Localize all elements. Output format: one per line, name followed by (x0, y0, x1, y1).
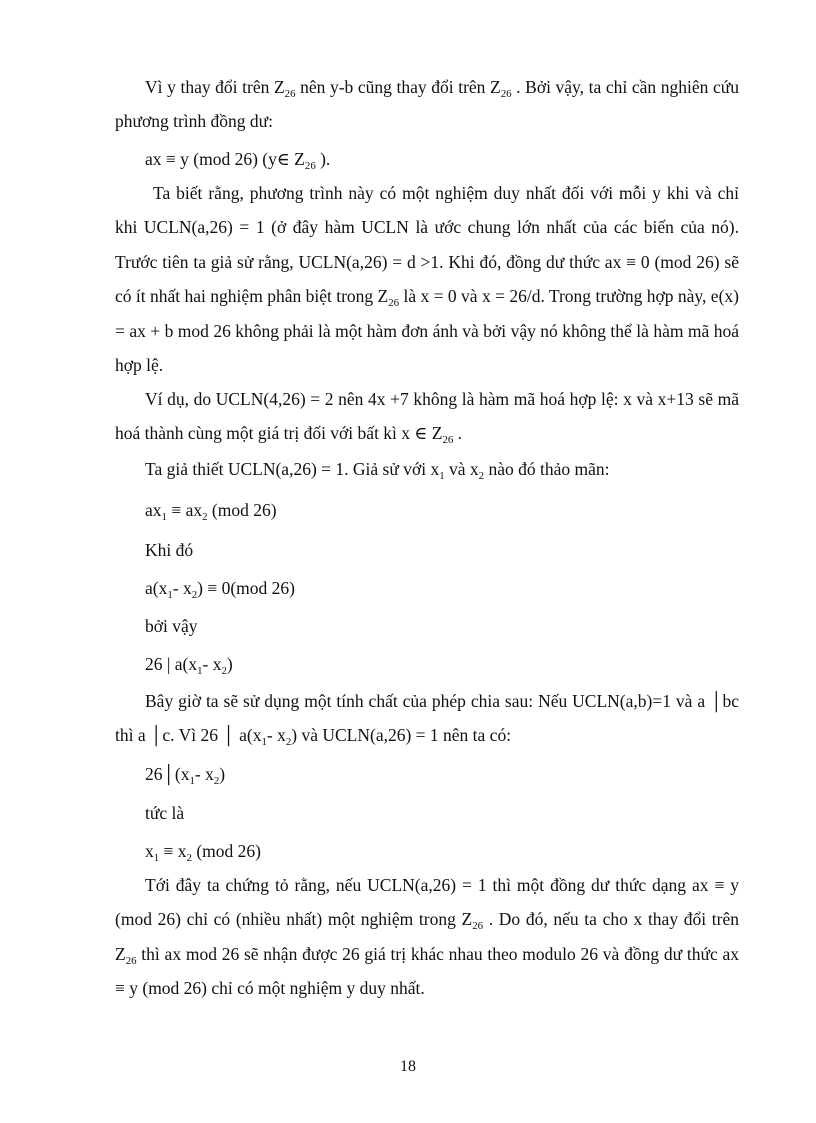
equation-2: $ax_1 \equiv ax_2$ (mod 26) (145, 500, 277, 523)
paragraph-2: Ta biết rằng, phương trình này có một nghiệm duy nhất đối với mỗi y khi và chỉ khi UCLN(a,26) = 1 (ở đây hàm UCLN là ước chung lớn nhất của các biến của nó). Trước tiên ta giả sử rằng, UCLN(a,26) = d >1. Khi đó, đồng dư thức ax ≡ 0 (mod 26) sẽ có ít nhất hai nghiệm phân biệt trong $Z_{26}$ là x = 0 và x = 26/d. Trong trường hợp này, e(x) = ax + b mod 26 không phải là một hàm đơn ánh và bởi vậy nó không thể là hàm mã hoá hợp lệ. (115, 183, 739, 376)
paragraph-3: Ví dụ, do UCLN(4,26) = 2 nên 4x +7 không là hàm mã hoá hợp lệ: x và x+13 sẽ mã hoá thành cùng một giá trị đối với bất kì x ∈ $Z_{26}$ . (115, 389, 739, 447)
equation-3: $a(x_1-$ $x_2) \equiv 0(mod$ 26) (145, 578, 295, 601)
text-tuc-la: tức là (145, 803, 185, 823)
paragraph-4: Ta giả thiết UCLN(a,26) = 1. Giả sử với $x_1$ và $x_2$ nào đó thảo mãn: (145, 459, 610, 482)
text-boi-vay: bởi vậy (145, 616, 198, 636)
equation-1: ax ≡ y (mod 26) (y∈ $Z_{26}$ ). (145, 149, 331, 172)
paragraph-6: Tới đây ta chứng tỏ rằng, nếu UCLN(a,26) = 1 thì một đồng dư thức dạng ax ≡ y (mod 26) chỉ có (nhiều nhất) một nghiệm trong $Z_{26}$ . Do đó, nếu ta cho x thay đổi trên $Z_{26}$ thì ax mod 26 sẽ nhận được 26 giá trị khác nhau theo modulo 26 và đồng dư thức ax ≡ y (mod 26) chỉ có một nghiệm y duy nhất. (115, 875, 739, 999)
page-number: 18 (400, 1058, 416, 1075)
equation-6: $x_1 \equiv x_2$ (mod 26) (145, 841, 261, 864)
text-khi-do: Khi đó (145, 540, 194, 560)
paragraph-1: Vì y thay đổi trên $Z_{26}$ nên y-b cũng thay đổi trên $Z_{26}$ . Bởi vậy, ta chỉ cần nghiên cứu phương trình đồng dư: (115, 77, 739, 132)
equation-4: 26 | $a(x_1-$ $x_2$) (145, 654, 233, 677)
paragraph-5: Bây giờ ta sẽ sử dụng một tính chất của phép chia sau: Nếu UCLN(a,b)=1 và a │bc thì a │c. Vì 26 │ $a(x_1-$ $x_2$) và UCLN(a,26) = 1 nên ta có: (115, 691, 739, 749)
equation-5: $26│(x_1-$ $x_2$) (145, 764, 226, 787)
